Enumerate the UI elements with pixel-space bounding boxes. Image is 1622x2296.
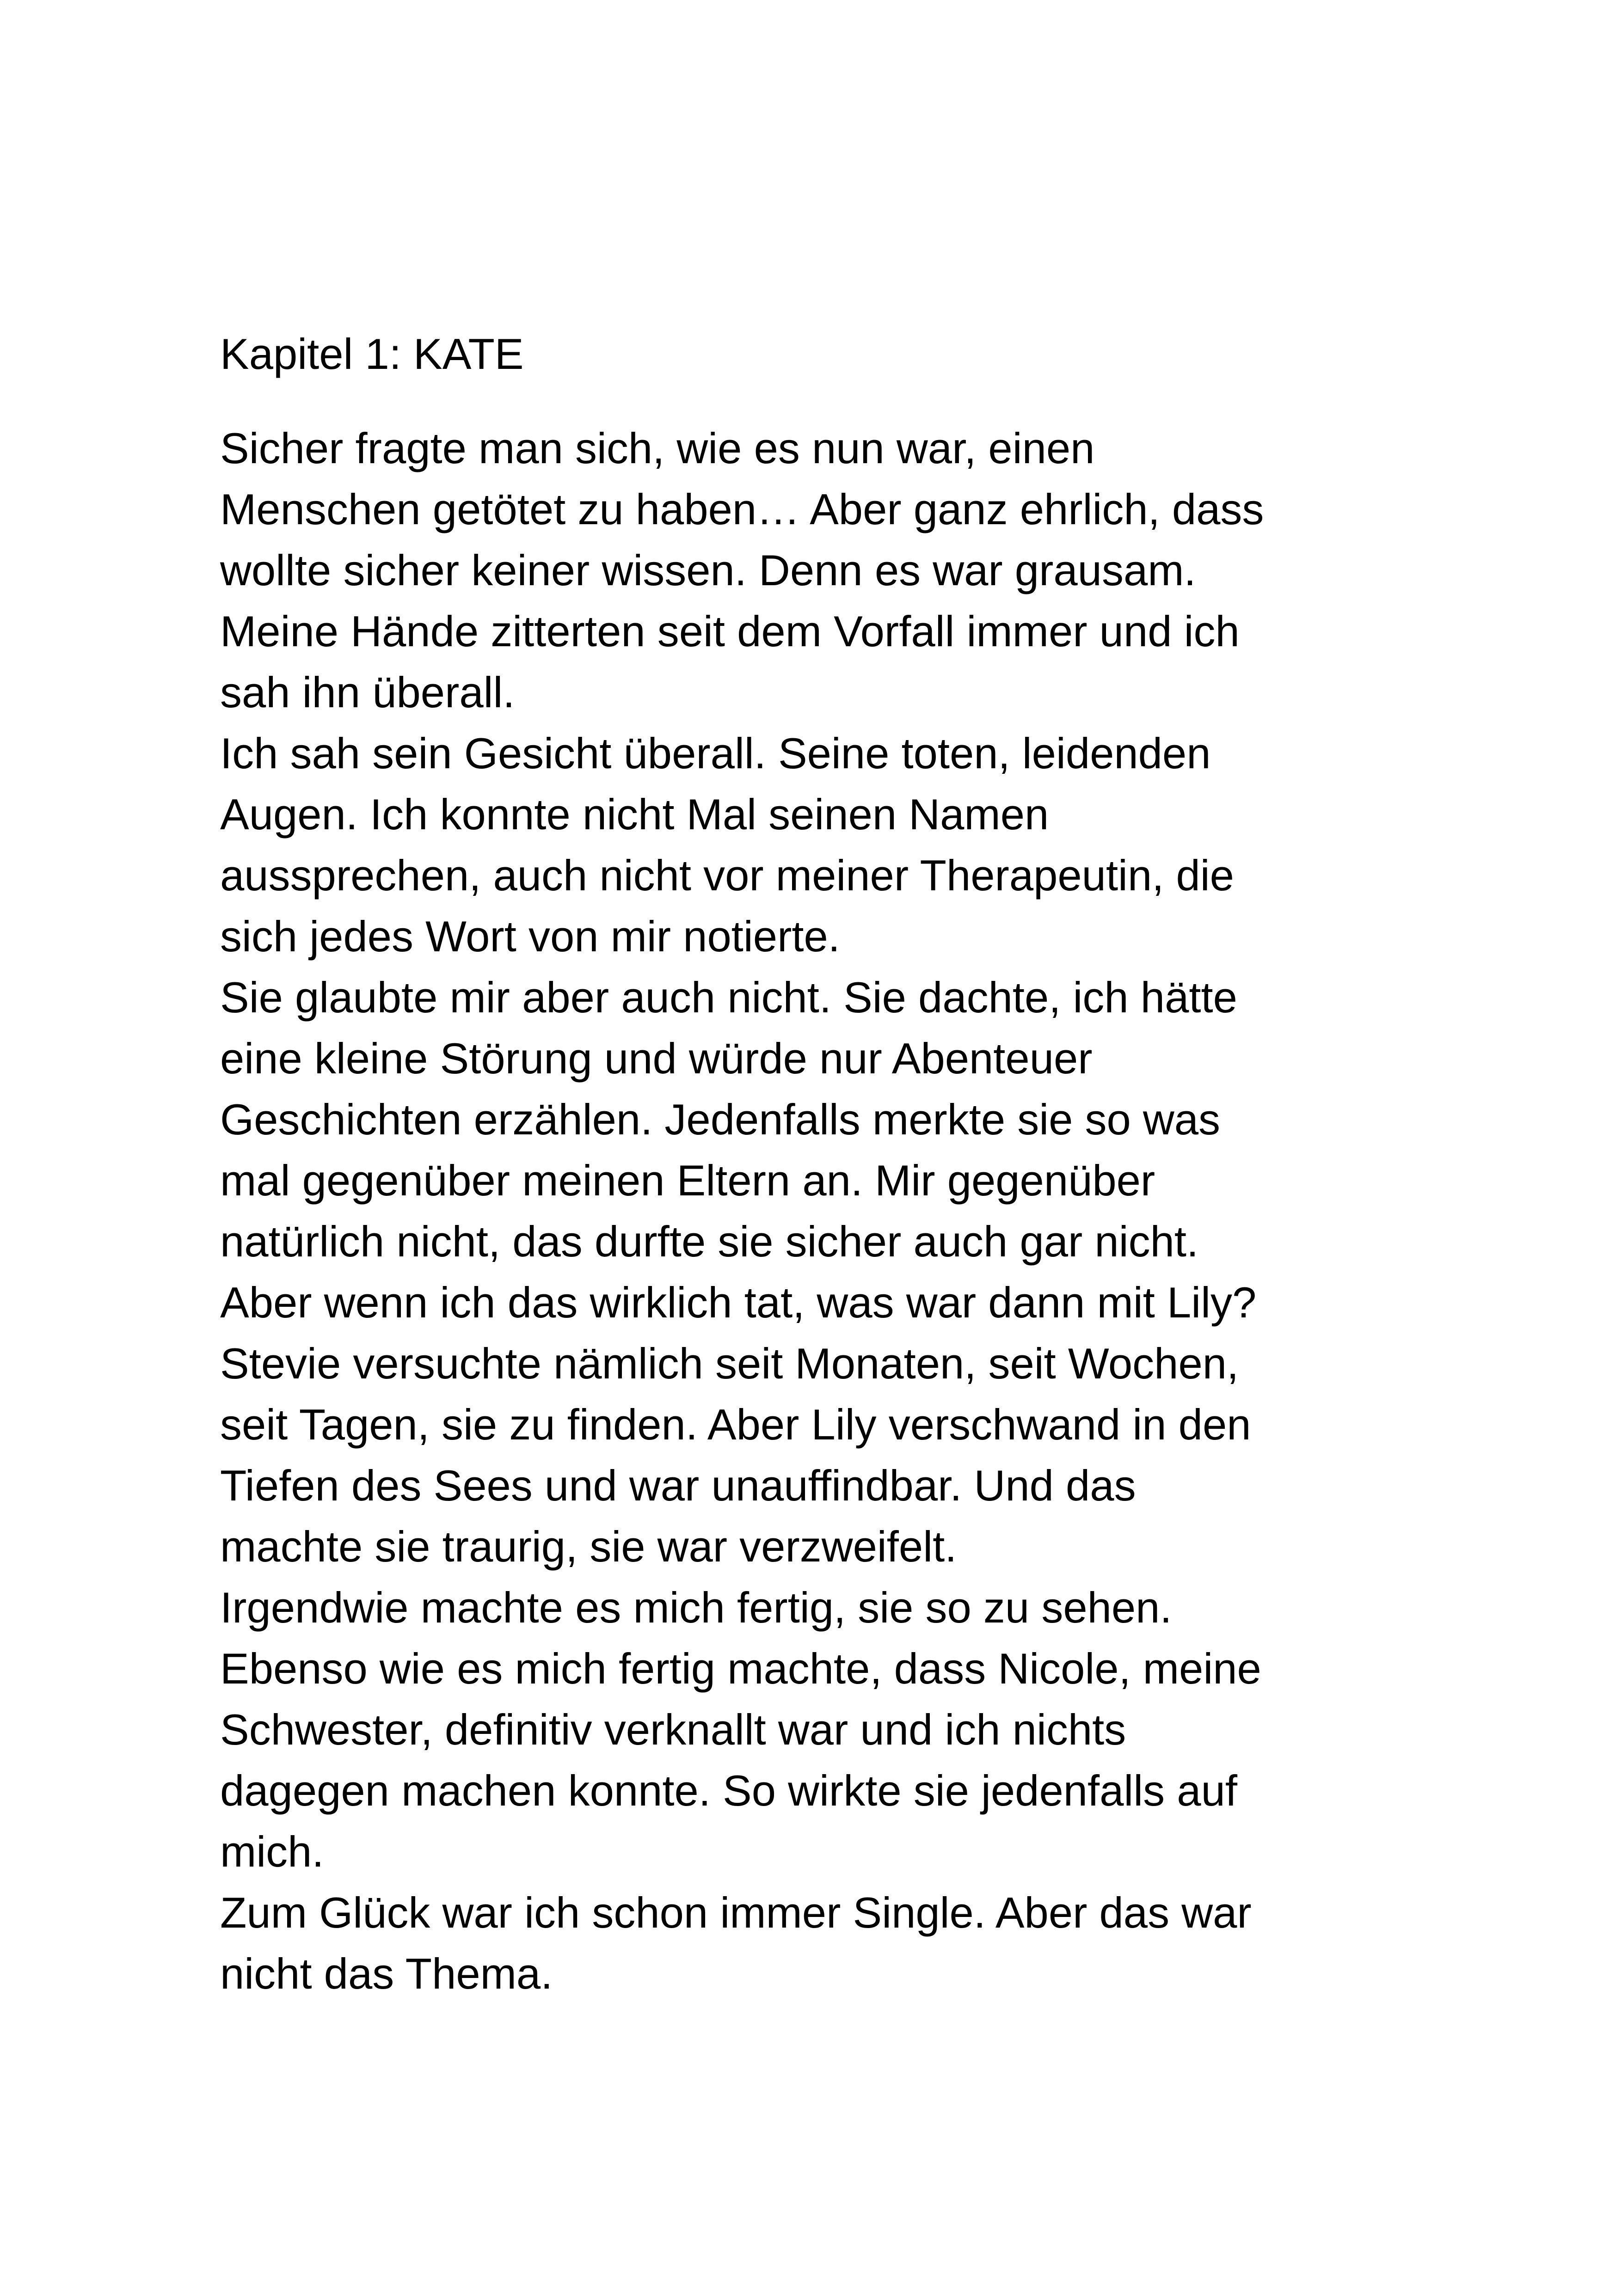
text-line: Ebenso wie es mich fertig machte, dass Nicole, meine bbox=[220, 1644, 1261, 1693]
text-line: dagegen machen konnte. So wirkte sie jedenfalls auf bbox=[220, 1766, 1237, 1815]
text-line: Menschen getötet zu haben… Aber ganz ehrlich, dass bbox=[220, 485, 1264, 533]
text-line: machte sie traurig, sie war verzweifelt. bbox=[220, 1522, 957, 1571]
text-line: Aber wenn ich das wirklich tat, was war dann mit Lily? bbox=[220, 1278, 1257, 1327]
body-text bbox=[220, 418, 1422, 2004]
text-line: mich. bbox=[220, 1827, 324, 1876]
text-line: sich jedes Wort von mir notierte. bbox=[220, 912, 840, 961]
chapter-title: Kapitel 1: KATE bbox=[220, 330, 524, 378]
text-line: wollte sicher keiner wissen. Denn es war grausam. bbox=[220, 546, 1196, 594]
text-line: aussprechen, auch nicht vor meiner Therapeutin, die bbox=[220, 851, 1234, 900]
text-line: Schwester, definitiv verknallt war und ich nichts bbox=[220, 1705, 1126, 1754]
text-line: eine kleine Störung und würde nur Abenteuer bbox=[220, 1034, 1093, 1083]
text-line: Ich sah sein Gesicht überall. Seine toten, leidenden bbox=[220, 729, 1211, 778]
text-line: Tiefen des Sees und war unauffindbar. Und das bbox=[220, 1461, 1136, 1510]
text-line: nicht das Thema. bbox=[220, 1949, 553, 1998]
text-line: natürlich nicht, das durfte sie sicher auch gar nicht. bbox=[220, 1217, 1199, 1266]
text-line: Stevie versuchte nämlich seit Monaten, seit Wochen, bbox=[220, 1339, 1239, 1388]
text-line: Meine Hände zitterten seit dem Vorfall immer und ich bbox=[220, 607, 1240, 655]
text-line: sah ihn überall. bbox=[220, 668, 515, 716]
text-line: Sie glaubte mir aber auch nicht. Sie dachte, ich hätte bbox=[220, 973, 1237, 1022]
text-line: Geschichten erzählen. Jedenfalls merkte sie so was bbox=[220, 1095, 1221, 1144]
text-line: Zum Glück war ich schon immer Single. Aber das war bbox=[220, 1888, 1252, 1937]
text-line: Irgendwie machte es mich fertig, sie so zu sehen. bbox=[220, 1583, 1172, 1632]
text-line: mal gegenüber meinen Eltern an. Mir gegenüber bbox=[220, 1156, 1155, 1205]
text-line: seit Tagen, sie zu finden. Aber Lily verschwand in den bbox=[220, 1400, 1251, 1449]
text-block bbox=[220, 324, 1422, 2004]
text-line: Sicher fragte man sich, wie es nun war, einen bbox=[220, 424, 1095, 472]
text-line: Augen. Ich konnte nicht Mal seinen Namen bbox=[220, 790, 1049, 839]
